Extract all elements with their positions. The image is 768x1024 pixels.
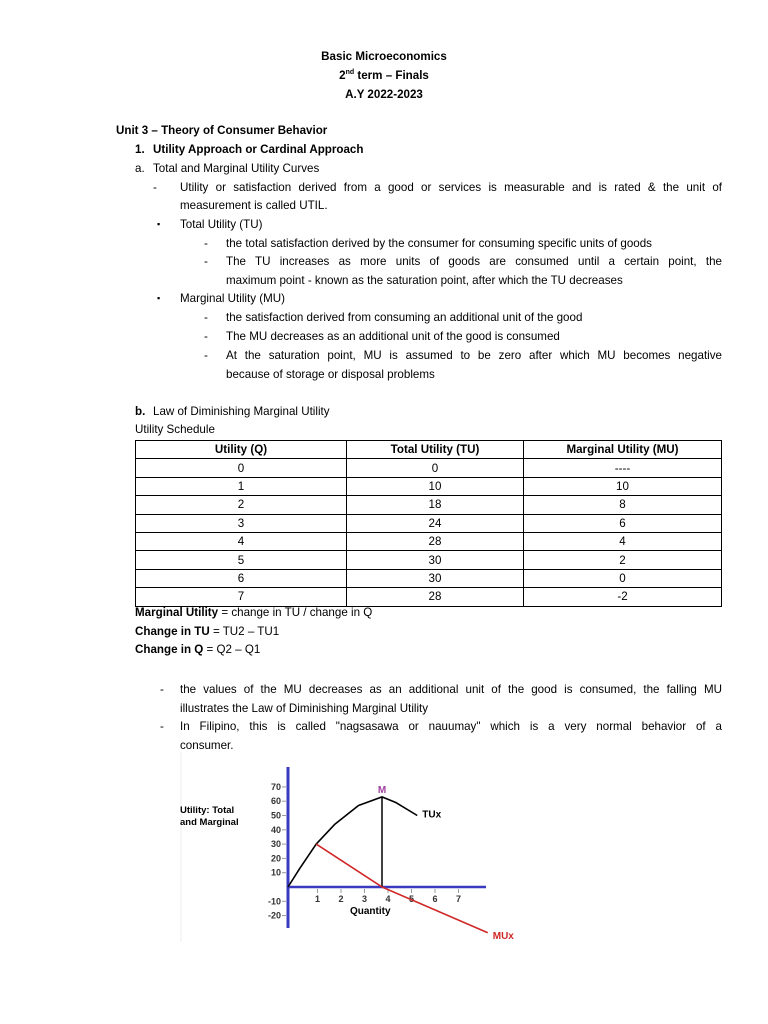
table-cell: 6 [524, 514, 722, 532]
dash-marker: - [204, 330, 208, 343]
x-tick-label: 5 [408, 894, 415, 904]
paragraph-line: the total satisfaction derived by the consumer for consuming specific units of goods [226, 237, 652, 250]
paragraph-line: because of storage or disposal problems [226, 368, 435, 381]
x-axis-label: Quantity [349, 906, 391, 917]
table-cell: 30 [347, 569, 524, 587]
table-cell: 3 [136, 514, 347, 532]
column-header: Marginal Utility (MU) [524, 441, 722, 459]
bullet-marker: ▪ [157, 293, 161, 303]
table-row [136, 551, 722, 569]
table-row [136, 588, 722, 606]
utility-curves-chart [180, 752, 514, 942]
table-cell: 24 [347, 514, 524, 532]
x-tick-label: 7 [455, 894, 462, 904]
formula-line [135, 605, 372, 620]
subsection-title: Law of Diminishing Marginal Utility [153, 405, 330, 418]
dash-marker: - [204, 311, 208, 324]
y-tick-label: 70 [270, 781, 281, 792]
mu-title: Marginal Utility (MU) [180, 292, 285, 305]
x-tick-label: 2 [338, 894, 344, 904]
y-tick-label: 60 [270, 796, 281, 807]
course-title: Basic Microeconomics [321, 50, 447, 63]
paragraph-line: In Filipino, this is called "nagsasawa or nauumay" which is a very normal behavior of a [180, 720, 722, 733]
x-tick-label: 3 [361, 894, 368, 904]
formula-label: Change in Q [135, 643, 204, 657]
table-cell: 28 [347, 532, 524, 550]
table-cell: 18 [347, 496, 524, 514]
paragraph-line: consumer. [180, 738, 234, 752]
paragraph-line: The TU increases as more units of goods are consumed until a certain point, the [226, 255, 722, 268]
dash-marker: - [204, 349, 208, 362]
paragraph-line: the satisfaction derived from consuming an additional unit of the good [226, 311, 583, 324]
formula-expression: = change in TU / change in Q [218, 606, 373, 619]
series-label: TUx [422, 809, 442, 821]
schedule-title: Utility Schedule [135, 423, 215, 436]
x-tick-label: 6 [432, 894, 438, 904]
dash-marker: - [160, 683, 164, 696]
paragraph-line: illustrates the Law of Diminishing Marginal Utility [180, 701, 429, 715]
subsection-letter: b. [135, 405, 146, 418]
formula-line [135, 624, 279, 639]
table-cell: 0 [524, 569, 722, 587]
table-row [136, 477, 722, 495]
table-cell: 7 [136, 588, 347, 606]
paragraph-line: The MU decreases as an additional unit of the good is consumed [226, 330, 560, 343]
series-label: MUx [492, 930, 514, 942]
y-axis-label: Utility: Total [180, 805, 235, 816]
section-number: 1. [135, 143, 145, 156]
tu-title: Total Utility (TU) [180, 218, 263, 231]
table-cell: -2 [524, 588, 722, 606]
formula-expression: = TU2 – TU1 [209, 624, 280, 638]
formula-label: Change in TU [135, 624, 210, 638]
column-header: Total Utility (TU) [347, 441, 524, 459]
dash-marker: - [153, 181, 157, 194]
formula-label: Marginal Utility [135, 606, 219, 619]
table-cell: 10 [524, 477, 722, 495]
max-point-label: M [377, 784, 387, 796]
table-row [136, 514, 722, 532]
utility-schedule-table [135, 440, 722, 607]
table-cell: 2 [136, 496, 347, 514]
column-header: Utility (Q) [136, 441, 347, 459]
table-row [136, 496, 722, 514]
formula-expression: = Q2 – Q1 [203, 643, 261, 657]
dash-marker: - [204, 237, 208, 250]
y-tick-label: -20 [267, 910, 281, 921]
table-cell: 0 [347, 459, 524, 477]
table-cell: 4 [136, 532, 347, 550]
y-tick-label: 50 [270, 810, 281, 821]
table-cell: 8 [524, 496, 722, 514]
x-tick-label: 4 [385, 894, 391, 904]
table-row [136, 459, 722, 477]
y-tick-label: -10 [267, 896, 281, 907]
paragraph-line: Utility or satisfaction derived from a good or services is measurable and is rated & the unit of [180, 181, 722, 194]
table-cell: 4 [524, 532, 722, 550]
paragraph-line: the values of the MU decreases as an additional unit of the good is consumed, the falling MU [180, 683, 722, 696]
section-title: Utility Approach or Cardinal Approach [153, 143, 364, 156]
table-cell: 1 [136, 477, 347, 495]
table-cell: 6 [136, 569, 347, 587]
y-tick-label: 40 [270, 824, 281, 835]
paragraph-line: measurement is called UTIL. [180, 199, 328, 212]
table-cell: 28 [347, 588, 524, 606]
dash-marker: - [160, 720, 164, 733]
table-cell: 2 [524, 551, 722, 569]
formula-line [135, 642, 260, 657]
table-cell: 0 [136, 459, 347, 477]
table-row [136, 569, 722, 587]
unit-heading: Unit 3 – Theory of Consumer Behavior [116, 124, 328, 137]
y-tick-label: 10 [270, 867, 281, 878]
y-tick-label: 30 [270, 839, 281, 850]
academic-year: A.Y 2022-2023 [345, 88, 423, 101]
subsection-letter: a. [135, 162, 145, 175]
table-cell: ---- [524, 459, 722, 477]
table-row [136, 532, 722, 550]
x-tick-label: 1 [314, 894, 321, 904]
table-cell: 5 [136, 551, 347, 569]
bullet-marker: ▪ [157, 219, 161, 229]
y-tick-label: 20 [270, 853, 281, 864]
y-axis-label: and Marginal [180, 817, 239, 828]
paragraph-line: maximum point - known as the saturation point, after which the TU decreases [226, 274, 623, 287]
term-line: 2nd term – Finals [339, 69, 429, 82]
paragraph-line: At the saturation point, MU is assumed to be zero after which MU becomes negative [226, 349, 722, 362]
dash-marker: - [204, 255, 208, 268]
table-cell: 30 [347, 551, 524, 569]
subsection-title: Total and Marginal Utility Curves [153, 162, 320, 175]
table-cell: 10 [347, 477, 524, 495]
